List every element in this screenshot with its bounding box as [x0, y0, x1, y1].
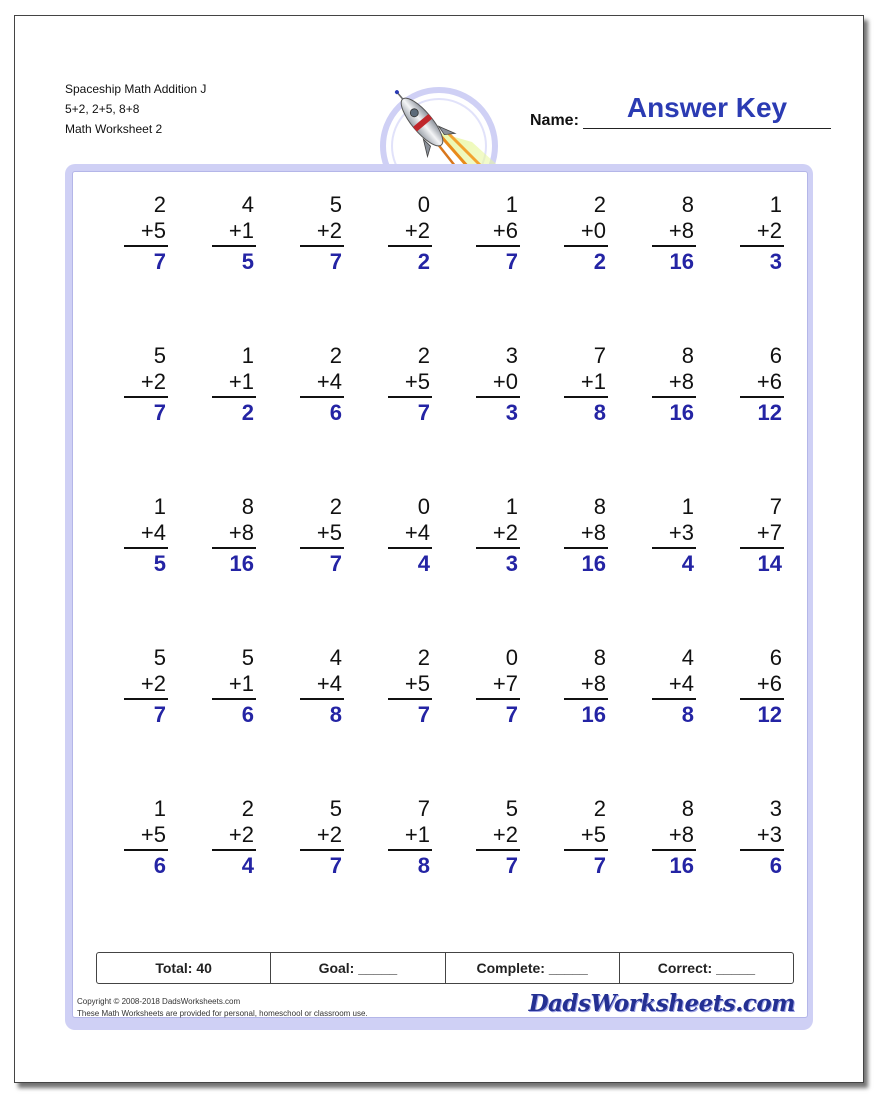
first-addend: 8: [681, 796, 694, 821]
first-addend: 7: [769, 494, 782, 519]
second-addend: +1: [404, 822, 430, 847]
answer: 7: [329, 551, 342, 576]
second-addend: +5: [404, 369, 430, 394]
first-addend: 8: [593, 494, 606, 519]
answer: 4: [681, 551, 694, 576]
second-addend: +5: [316, 520, 342, 545]
answer: 8: [329, 702, 342, 727]
answer: 3: [505, 400, 518, 425]
second-addend: +6: [756, 369, 782, 394]
answer: 7: [153, 400, 166, 425]
addition-problem: [742, 796, 782, 881]
second-addend: +8: [228, 520, 254, 545]
problem-row: [98, 645, 798, 745]
second-addend: +2: [404, 218, 430, 243]
addition-problem: [126, 192, 166, 277]
second-addend: +4: [316, 369, 342, 394]
complete-field: Complete: _____: [445, 953, 619, 983]
addition-problem: [654, 645, 694, 730]
addition-problem: [654, 796, 694, 881]
answer: 2: [241, 400, 254, 425]
addition-problem: [654, 494, 694, 579]
answer: 14: [757, 551, 782, 576]
answer: 16: [669, 249, 694, 274]
first-addend: 2: [593, 192, 606, 217]
first-addend: 2: [593, 796, 606, 821]
addition-problem: [478, 343, 518, 428]
addition-problem: [390, 645, 430, 730]
dadsworksheets-logo: DadsWorksheets.com: [528, 990, 795, 1017]
second-addend: +4: [316, 671, 342, 696]
answer: 8: [681, 702, 694, 727]
second-addend: +4: [140, 520, 166, 545]
answer: 12: [757, 400, 782, 425]
answer: 4: [417, 551, 430, 576]
footer-text: [77, 996, 368, 1020]
answer: 16: [669, 400, 694, 425]
first-addend: 7: [417, 796, 430, 821]
first-addend: 8: [681, 343, 694, 368]
first-addend: 1: [505, 192, 518, 217]
second-addend: +1: [228, 671, 254, 696]
first-addend: 5: [329, 192, 342, 217]
goal-field: Goal: _____: [270, 953, 444, 983]
addition-problem: [126, 645, 166, 730]
addition-problem: [302, 192, 342, 277]
addition-problem: [214, 796, 254, 881]
second-addend: +7: [492, 671, 518, 696]
addition-problem: [302, 645, 342, 730]
answer: 16: [581, 702, 606, 727]
first-addend: 2: [417, 343, 430, 368]
addition-problem: [302, 796, 342, 881]
addition-problem: [390, 796, 430, 881]
answer: 7: [153, 702, 166, 727]
answer: 3: [769, 249, 782, 274]
first-addend: 0: [417, 494, 430, 519]
second-addend: +0: [492, 369, 518, 394]
second-addend: +2: [140, 369, 166, 394]
answer: 6: [769, 853, 782, 878]
answer: 6: [329, 400, 342, 425]
second-addend: +2: [316, 218, 342, 243]
answer: 7: [505, 853, 518, 878]
second-addend: +8: [668, 218, 694, 243]
addition-problem: [126, 343, 166, 428]
first-addend: 1: [681, 494, 694, 519]
worksheet-facts: 5+2, 2+5, 8+8: [65, 102, 140, 116]
first-addend: 8: [681, 192, 694, 217]
addition-problem: [566, 494, 606, 579]
usage-notice: These Math Worksheets are provided for personal, homeschool or classroom use.: [77, 1009, 368, 1018]
first-addend: 1: [241, 343, 254, 368]
title-block: [65, 79, 206, 139]
first-addend: 4: [241, 192, 254, 217]
problems-frame: [65, 164, 813, 1030]
second-addend: +2: [492, 520, 518, 545]
second-addend: +6: [492, 218, 518, 243]
first-addend: 5: [241, 645, 254, 670]
second-addend: +5: [140, 218, 166, 243]
addition-problem: [302, 343, 342, 428]
answer: 12: [757, 702, 782, 727]
name-label: Name:: [530, 112, 579, 129]
worksheet-subtitle: Math Worksheet 2: [65, 122, 163, 136]
first-addend: 1: [769, 192, 782, 217]
second-addend: +5: [404, 671, 430, 696]
addition-problem: [742, 343, 782, 428]
second-addend: +1: [580, 369, 606, 394]
total-count: Total: 40: [155, 960, 212, 976]
second-addend: +0: [580, 218, 606, 243]
second-addend: +5: [140, 822, 166, 847]
answer: 7: [505, 702, 518, 727]
answer: 5: [153, 551, 166, 576]
answer-key: Answer Key: [626, 92, 788, 123]
first-addend: 8: [593, 645, 606, 670]
second-addend: +2: [316, 822, 342, 847]
problem-row: [98, 796, 798, 896]
answer: 5: [241, 249, 254, 274]
answer: 16: [581, 551, 606, 576]
addition-problem: [566, 192, 606, 277]
second-addend: +2: [492, 822, 518, 847]
answer: 7: [153, 249, 166, 274]
addition-problem: [126, 796, 166, 881]
addition-problem: [390, 494, 430, 579]
addition-problem: [478, 796, 518, 881]
first-addend: 1: [153, 494, 166, 519]
second-addend: +2: [756, 218, 782, 243]
answer: 8: [593, 400, 606, 425]
first-addend: 5: [153, 645, 166, 670]
answer: 7: [417, 400, 430, 425]
second-addend: +7: [756, 520, 782, 545]
worksheet-title: Spaceship Math Addition J: [65, 82, 207, 96]
addition-problem: [566, 796, 606, 881]
first-addend: 1: [505, 494, 518, 519]
addition-problem: [126, 494, 166, 579]
addition-problem: [214, 192, 254, 277]
first-addend: 2: [417, 645, 430, 670]
addition-problem: [478, 494, 518, 579]
second-addend: +3: [756, 822, 782, 847]
second-addend: +1: [228, 369, 254, 394]
first-addend: 8: [241, 494, 254, 519]
correct-field: Correct: _____: [619, 953, 793, 983]
addition-problem: [566, 343, 606, 428]
first-addend: 0: [417, 192, 430, 217]
answer: 6: [153, 853, 166, 878]
first-addend: 2: [241, 796, 254, 821]
second-addend: +4: [668, 671, 694, 696]
answer: 7: [505, 249, 518, 274]
addition-problem: [654, 343, 694, 428]
first-addend: 5: [505, 796, 518, 821]
addition-problem: [214, 343, 254, 428]
answer: 2: [593, 249, 606, 274]
addition-problem: [214, 645, 254, 730]
second-addend: +3: [668, 520, 694, 545]
first-addend: 7: [593, 343, 606, 368]
answer: 6: [241, 702, 254, 727]
answer: 16: [669, 853, 694, 878]
addition-problem: [478, 192, 518, 277]
score-bar: [96, 952, 794, 984]
addition-problem: [742, 192, 782, 277]
addition-problem: [654, 192, 694, 277]
first-addend: 3: [769, 796, 782, 821]
first-addend: 0: [505, 645, 518, 670]
copyright-text: Copyright © 2008-2018 DadsWorksheets.com: [77, 997, 241, 1006]
answer: 3: [505, 551, 518, 576]
problem-row: [98, 192, 798, 292]
addition-problem: [214, 494, 254, 579]
addition-problem: [742, 645, 782, 730]
problem-row: [98, 343, 798, 443]
first-addend: 4: [329, 645, 342, 670]
answer: 7: [329, 853, 342, 878]
problem-row: [98, 494, 798, 594]
second-addend: +8: [668, 822, 694, 847]
answer: 7: [329, 249, 342, 274]
first-addend: 3: [505, 343, 518, 368]
addition-problem: [390, 343, 430, 428]
name-line: [583, 128, 831, 129]
second-addend: +6: [756, 671, 782, 696]
first-addend: 2: [329, 343, 342, 368]
second-addend: +8: [580, 671, 606, 696]
first-addend: 2: [153, 192, 166, 217]
second-addend: +5: [580, 822, 606, 847]
addition-problem: [566, 645, 606, 730]
answer: 8: [417, 853, 430, 878]
second-addend: +8: [668, 369, 694, 394]
answer: 7: [593, 853, 606, 878]
problems-area: [72, 171, 808, 1018]
second-addend: +1: [228, 218, 254, 243]
first-addend: 2: [329, 494, 342, 519]
first-addend: 1: [153, 796, 166, 821]
first-addend: 6: [769, 343, 782, 368]
second-addend: +2: [228, 822, 254, 847]
first-addend: 5: [153, 343, 166, 368]
answer: 16: [229, 551, 254, 576]
first-addend: 6: [769, 645, 782, 670]
first-addend: 4: [681, 645, 694, 670]
answer: 4: [241, 853, 254, 878]
answer: 7: [417, 702, 430, 727]
second-addend: +2: [140, 671, 166, 696]
worksheet-page: [14, 15, 864, 1083]
addition-problem: [478, 645, 518, 730]
addition-problem: [302, 494, 342, 579]
first-addend: 5: [329, 796, 342, 821]
addition-problem: [390, 192, 430, 277]
second-addend: +8: [580, 520, 606, 545]
addition-problem: [742, 494, 782, 579]
answer: 2: [417, 249, 430, 274]
second-addend: +4: [404, 520, 430, 545]
